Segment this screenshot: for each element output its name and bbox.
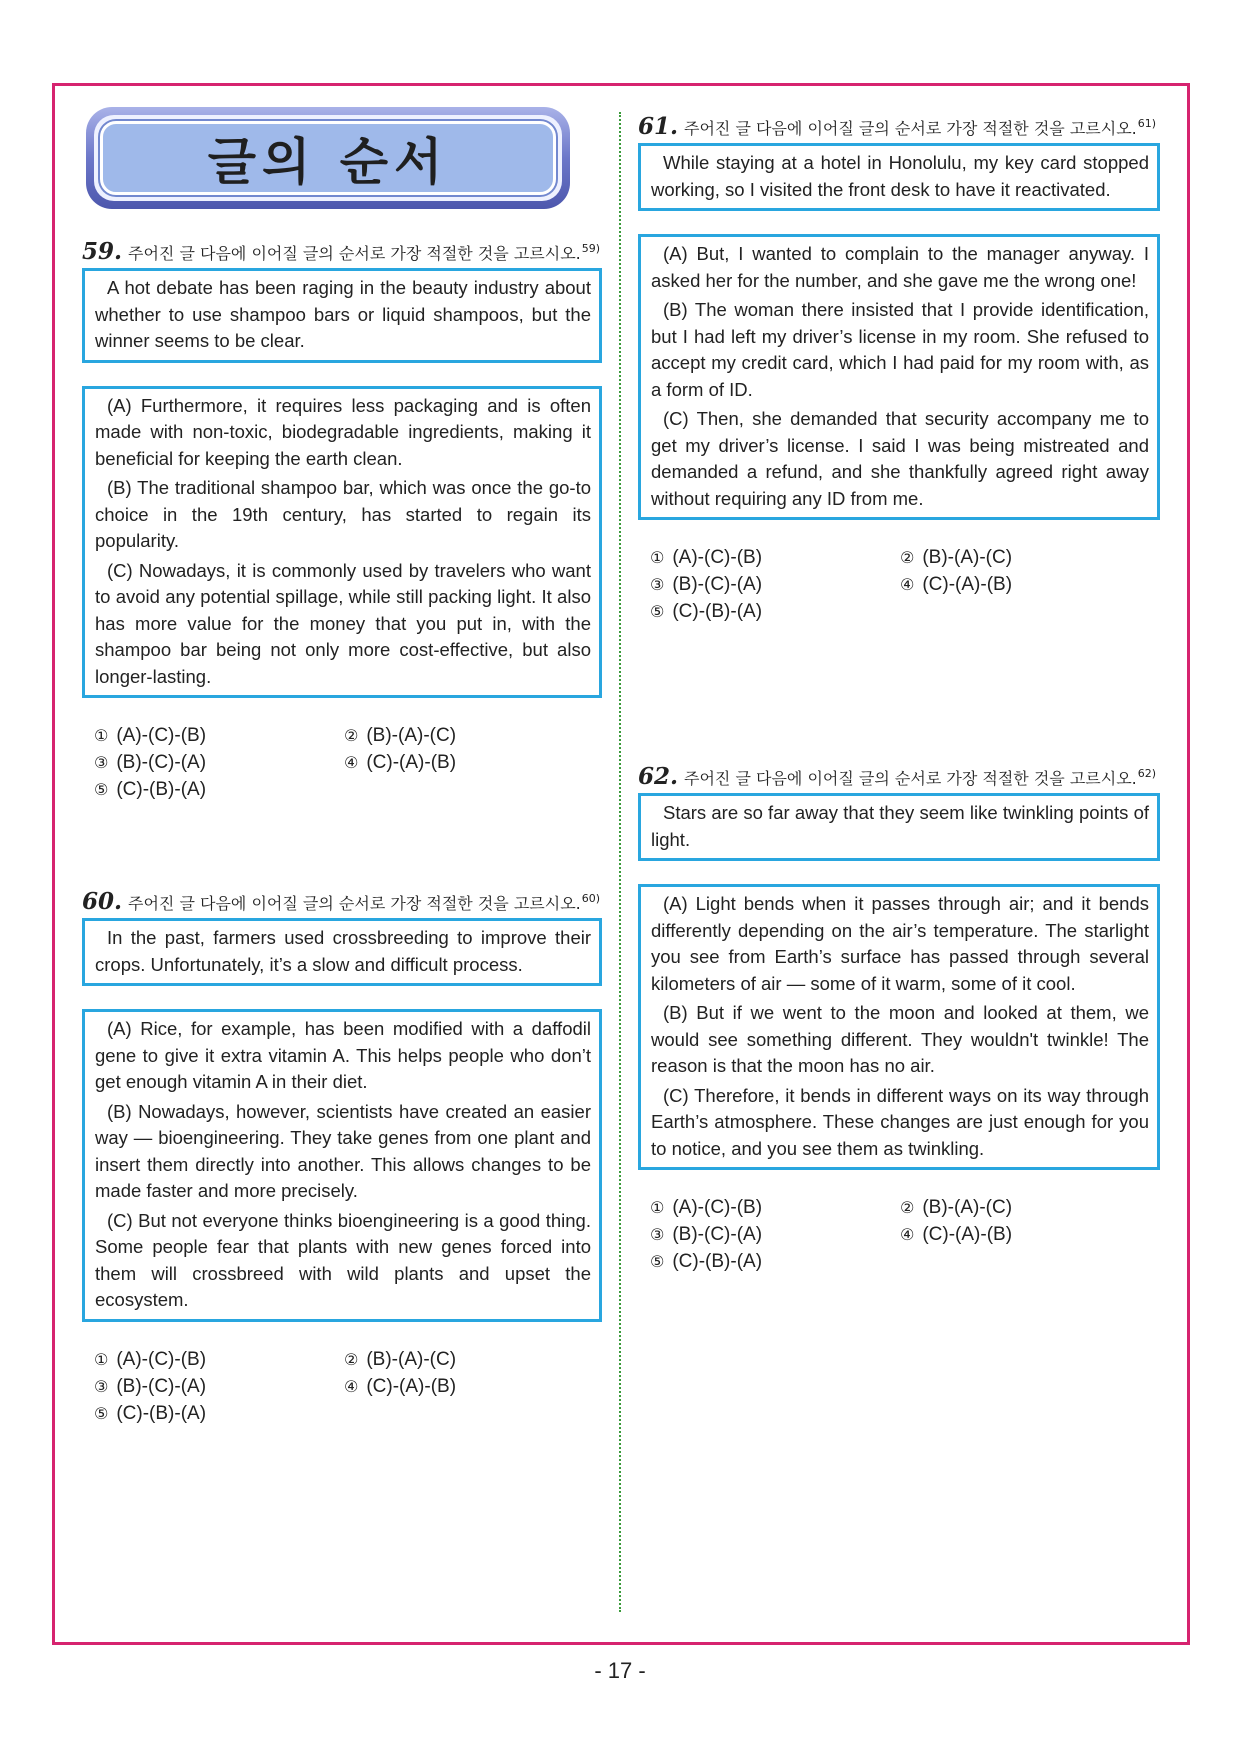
paragraph-c: (C) Nowadays, it is commonly used by travelers who want to avoid any potential spillage, while still packing light. It also has more value for the money that you put in, with the shampoo bar being not only more cost-effective, but also longer-lasting. (95, 559, 591, 687)
choice-mark: ③ (94, 1376, 109, 1396)
question-number: 60. (82, 888, 123, 915)
choice-text: (A)-(C)-(B) (672, 547, 763, 568)
choice-mark: ② (900, 548, 915, 567)
column-divider (619, 112, 621, 1612)
choice-2[interactable] (344, 722, 594, 749)
choice-3[interactable] (650, 571, 900, 598)
choice-mark: ① (94, 726, 109, 745)
choice-mark: ② (344, 1349, 359, 1369)
footnote-ref: 60) (581, 892, 601, 905)
choice-text: (B)-(A)-(C) (922, 547, 1013, 568)
question-header (82, 238, 602, 265)
question-instruction: 주어진 글 다음에 이어질 글의 순서로 가장 적절한 것을 고르시오. (128, 894, 581, 913)
choice-mark: ④ (344, 753, 359, 772)
question-header (638, 113, 1160, 140)
intro-text: In the past, farmers used crossbreeding to improve their crops. Unfortunately, it’s a slow and difficult process. (95, 927, 591, 975)
intro-text: Stars are so far away that they seem like twinkling points of light. (651, 802, 1149, 850)
answer-choices (650, 544, 1160, 625)
question-61 (638, 113, 1160, 625)
section-title: 글의 순서 (207, 133, 449, 191)
choice-mark: ④ (344, 1376, 359, 1396)
paragraph-a: (A) But, I wanted to complain to the manager anyway. I asked her for the number, and she gave me the wrong one! (651, 243, 1149, 291)
paragraph-a: (A) Furthermore, it requires less packaging and is often made with non-toxic, biodegradable ingredients, making it beneficial for keeping the earth clean. (95, 394, 591, 469)
paragraphs-box (638, 884, 1160, 1170)
page-number: - 17 - (594, 1658, 646, 1683)
choice-text: (A)-(C)-(B) (116, 1348, 207, 1370)
choice-text: (C)-(A)-(B) (922, 1224, 1013, 1245)
choice-3[interactable] (650, 1221, 900, 1248)
question-header (638, 763, 1160, 790)
choice-4[interactable] (900, 571, 1150, 598)
paragraphs-box (638, 234, 1160, 520)
choice-5[interactable] (650, 598, 900, 625)
choice-mark: ⑤ (650, 1252, 665, 1271)
question-60 (82, 888, 602, 1427)
choice-text: (A)-(C)-(B) (116, 725, 207, 746)
choice-4[interactable] (344, 1373, 594, 1400)
question-instruction: 주어진 글 다음에 이어질 글의 순서로 가장 적절한 것을 고르시오. (684, 769, 1137, 788)
section-banner (86, 107, 570, 209)
choice-mark: ④ (900, 1225, 915, 1244)
choice-mark: ② (900, 1198, 915, 1217)
paragraph-a: (A) Rice, for example, has been modified with a daffodil gene to give it extra vitamin A. This helps people who don’t get enough vitamin A in their diet. (95, 1018, 591, 1092)
question-header (82, 888, 602, 915)
question-number: 62. (638, 763, 679, 790)
choice-text: (C)-(B)-(A) (672, 1251, 763, 1272)
choice-text: (A)-(C)-(B) (672, 1197, 763, 1218)
question-59 (82, 238, 602, 803)
banner-inner (100, 121, 556, 195)
choice-4[interactable] (344, 749, 594, 776)
choice-mark: ① (94, 1349, 109, 1369)
choice-text: (C)-(B)-(A) (116, 779, 207, 800)
intro-box (82, 918, 602, 986)
paragraph-b: (B) The traditional shampoo bar, which was once the go-to choice in the 19th century, has started to regain its popularity. (95, 477, 591, 551)
answer-choices (650, 1194, 1160, 1275)
choice-2[interactable] (344, 1346, 594, 1373)
choice-1[interactable] (650, 1194, 900, 1221)
choice-text: (C)-(A)-(B) (922, 574, 1013, 595)
choice-5[interactable] (650, 1248, 900, 1275)
paragraphs-box (82, 386, 602, 699)
choice-2[interactable] (900, 544, 1150, 571)
paragraph-c: (C) Therefore, it bends in different ways on its way through Earth’s atmosphere. These changes are just enough for you to notice, and you see them as twinkling. (651, 1084, 1149, 1159)
choice-5[interactable] (94, 1400, 344, 1427)
question-number: 59. (82, 238, 123, 265)
intro-text: A hot debate has been raging in the beauty industry about whether to use shampoo bars or liquid shampoos, but the winner seems to be clear. (95, 277, 591, 351)
paragraphs-box (82, 1009, 602, 1322)
choice-mark: ③ (94, 753, 109, 772)
choice-text: (C)-(A)-(B) (366, 752, 457, 773)
choice-text: (C)-(B)-(A) (672, 601, 763, 622)
paragraph-b: (B) The woman there insisted that I provide identification, but I had left my driver’s license in my room. She refused to accept my credit card, which I had paid for my room with, as a form of ID. (651, 299, 1149, 400)
choice-mark: ⑤ (650, 602, 665, 621)
paragraph-a: (A) Light bends when it passes through air; and it bends differently depending on the air’s temperature. The starlight you see from Earth’s surface has passed through several kilometers of air — some of it warm, some of it cool. (651, 893, 1149, 994)
choice-mark: ⑤ (94, 780, 109, 799)
choice-mark: ② (344, 726, 359, 745)
choice-mark: ④ (900, 575, 915, 594)
paragraph-c: (C) Then, she demanded that security accompany me to get my driver’s license. I said I was being mistreated and demanded a refund, and she thankfully agreed right away without requiring any ID from me. (651, 408, 1149, 509)
question-62 (638, 763, 1160, 1275)
choice-text: (B)-(A)-(C) (922, 1197, 1013, 1218)
choice-text: (C)-(B)-(A) (116, 1402, 207, 1424)
choice-3[interactable] (94, 749, 344, 776)
choice-text: (B)-(C)-(A) (116, 1375, 207, 1397)
choice-text: (C)-(A)-(B) (366, 1375, 457, 1397)
choice-text: (B)-(A)-(C) (366, 725, 457, 746)
paragraph-c: (C) But not everyone thinks bioengineering is a good thing. Some people fear that plants with new genes forced into them will crossbreed with wild plants and upset the ecosystem. (95, 1209, 591, 1310)
choice-4[interactable] (900, 1221, 1150, 1248)
paragraph-b: (B) Nowadays, however, scientists have created an easier way — bioengineering. They take genes from one plant and insert them directly into another. This allows changes to be made faster and more precisely. (95, 1100, 591, 1201)
choice-text: (B)-(C)-(A) (672, 1224, 763, 1245)
choice-mark: ③ (650, 1225, 665, 1244)
choice-mark: ③ (650, 575, 665, 594)
footnote-ref: 62) (1137, 767, 1157, 780)
question-instruction: 주어진 글 다음에 이어질 글의 순서로 가장 적절한 것을 고르시오. (128, 244, 581, 263)
choice-mark: ① (650, 548, 665, 567)
choice-text: (B)-(C)-(A) (116, 752, 207, 773)
answer-choices (94, 722, 602, 803)
footnote-ref: 61) (1137, 117, 1157, 130)
intro-box (638, 143, 1160, 211)
choice-text: (B)-(A)-(C) (366, 1348, 457, 1370)
choice-1[interactable] (94, 722, 344, 749)
choice-2[interactable] (900, 1194, 1150, 1221)
banner-frame (94, 115, 562, 201)
footnote-ref: 59) (581, 242, 601, 255)
intro-box (82, 268, 602, 363)
intro-text: While staying at a hotel in Honolulu, my key card stopped working, so I visited the front desk to have it reactivated. (651, 152, 1149, 200)
question-instruction: 주어진 글 다음에 이어질 글의 순서로 가장 적절한 것을 고르시오. (684, 119, 1137, 138)
choice-mark: ① (650, 1198, 665, 1217)
intro-box (638, 793, 1160, 861)
answer-choices (94, 1346, 602, 1427)
question-number: 61. (638, 113, 679, 140)
choice-text: (B)-(C)-(A) (672, 574, 763, 595)
choice-3[interactable] (94, 1373, 344, 1400)
paragraph-b: (B) But if we went to the moon and looked at them, we would see something different. They wouldn't twinkle! The reason is that the moon has no air. (651, 1002, 1149, 1076)
choice-1[interactable] (650, 544, 900, 571)
choice-5[interactable] (94, 776, 344, 803)
choice-1[interactable] (94, 1346, 344, 1373)
choice-mark: ⑤ (94, 1403, 109, 1423)
